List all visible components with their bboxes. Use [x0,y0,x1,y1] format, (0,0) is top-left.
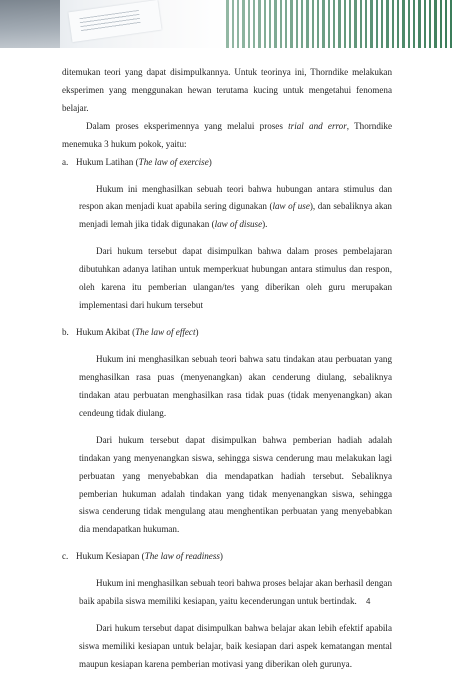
header-stripe [301,0,303,48]
header-stripe [424,0,426,48]
header-stripe [349,0,351,48]
paragraph-readiness-2: Dari hukum tersebut dapat disimpulkan bahwa belajar akan lebih efektif apabila siswa memiliki kesiapan untuk belajar, baik kesiapan dari aspek kematangan mental maupun kesiapan karena pemberian motivasi yang diberikan oleh gurunya. [79,623,392,670]
header-stripe [402,0,405,48]
header-stripe [232,0,234,48]
header-stripe [434,0,437,48]
header-stripe [333,0,335,48]
header-stripe [312,0,314,48]
header-stripe [248,0,250,48]
paragraph-exercise-2: Dari hukum tersebut dapat disimpulkan bahwa dalam proses pembelajaran dibutuhkan adanya latihan untuk memperkuat hubungan antara stimulus dan respon, oleh karena itu pemberian ulangan/tes yang diberikan oleh guru merupakan implementasi dari hukum tersebut [79,246,392,311]
header-stripe [381,0,383,48]
header-stripe [370,0,373,48]
paragraph-exercise-1: Hukum ini menghasilkan sebuah teori bahwa hubungan antara stimulus dan respon akan menjadi kuat apabila sering digunakan (law of use), dan sebaliknya akan menjadi lemah jika tidak digunakan (law of disuse). [79,183,392,230]
header-stripe [392,0,394,48]
header-stripe [274,0,277,48]
header-stripe [264,0,266,48]
header-stripe [237,0,239,48]
header-stripes [226,0,452,48]
header-stripe [296,0,298,48]
heading-law-of-exercise: a. Hukum Latihan (The law of exercise) [62,156,212,167]
header-stripe [285,0,287,48]
header-stripe [397,0,399,48]
header-stripe [269,0,271,48]
header-stripe [344,0,346,48]
header-photo [0,0,226,48]
paragraph-process: Dalam proses eksperimennya yang melalui proses trial and error, Thorndike menemuka 3 hukum pokok, yaitu: [62,120,392,149]
paragraph-effect-1: Hukum ini menghasilkan sebuah teori bahwa satu tindakan atau perbuatan yang menghasilkan rasa puas (menyenangkan) akan cenderung diulang, sebaliknya tindakan atau perbuatan menghasilkan rasa tidak puas (tidak menyenangkan) akan cendeung tidak diulang. [79,354,392,418]
header-stripe [408,0,410,48]
paragraph-effect-2: Dari hukum tersebut dapat disimpulkan bahwa pemberian hadiah adalah tindakan yang menyenangkan siswa, sehingga siswa cenderung mau melakukan lagi perbuatan yang menyebabkan dia mendapatkan hadiah tersebut. Sebaliknya pemberian hukuman adalah tindakan yang tidak menyenangkan siswa, sehingga siswa cenderung tidak mengulang atau menghentikan perbuatan yang menyebabkan dia mendapatkan hukuman. [79,434,392,535]
header-stripe [317,0,319,48]
header-stripe [306,0,309,48]
header-stripe [376,0,378,48]
header-stripe [445,0,447,48]
paragraph-intro: ditemukan teori yang dapat disimpulkannya. Untuk teorinya ini, Thorndike melakukan eksperimen yang menggunakan hewan terutama kucing untuk mengetahui fenomena belajar. [62,67,392,113]
heading-law-of-effect: b. Hukum Akibat (The law of effect) [62,327,199,338]
header-stripe [354,0,357,48]
header-stripe [440,0,442,48]
page-number: 4 [366,597,371,606]
header-stripe [413,0,415,48]
header-stripe [280,0,282,48]
header-stripe [429,0,431,48]
header-stripe [386,0,389,48]
header-stripe [322,0,325,48]
heading-law-of-readiness: c. Hukum Kesiapan (The law of readiness) [62,551,223,562]
photo-shadow [0,0,60,48]
header-stripe [338,0,341,48]
header-stripe [242,0,245,48]
header-stripe [290,0,293,48]
header-stripe [253,0,255,48]
header-stripe [226,0,229,48]
page-body [62,64,392,683]
header-stripe [360,0,362,48]
header-stripe [258,0,261,48]
header-stripe [365,0,367,48]
header-stripe [328,0,330,48]
paragraph-readiness-1: Hukum ini menghasilkan sebuah teori bahwa proses belajar akan berhasil dengan baik apabila siswa memiliki kesiapan, yaitu kecenderungan untuk bertindak. [79,578,392,607]
header-stripe [418,0,421,48]
